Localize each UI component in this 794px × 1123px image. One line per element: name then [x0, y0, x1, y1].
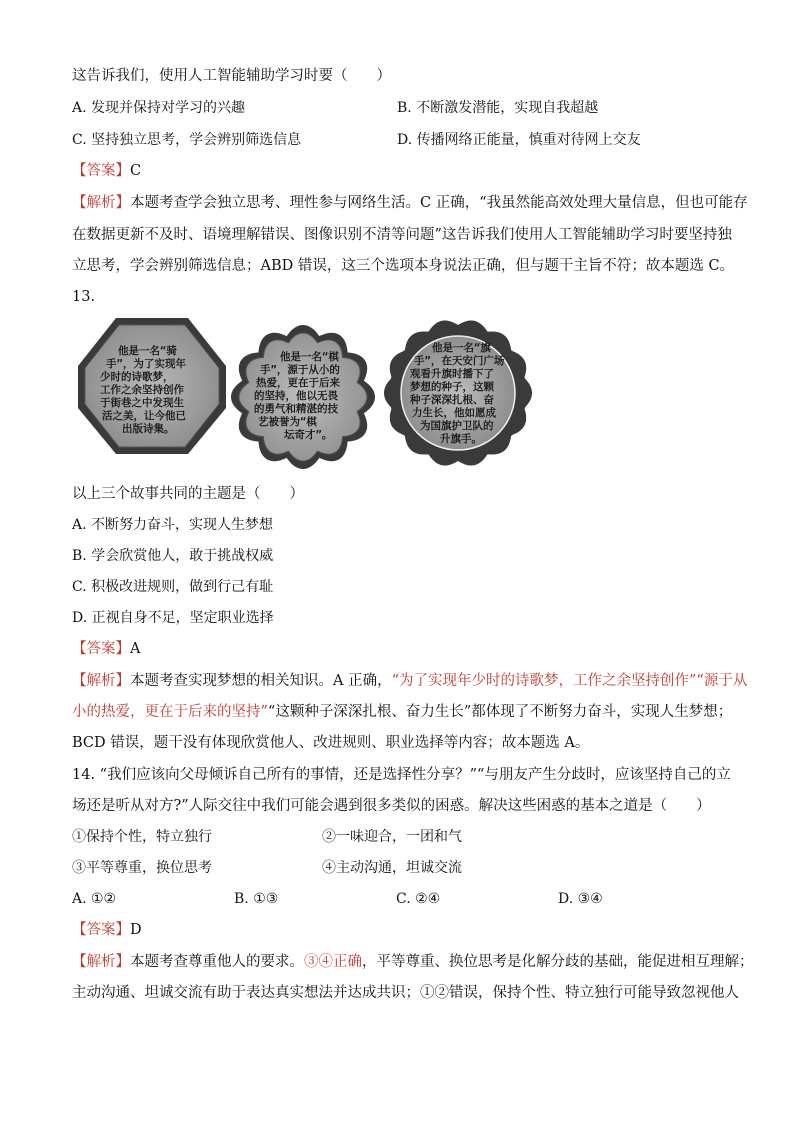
- q13-option-b: B. 学会欣赏他人，敢于挑战权威: [72, 548, 274, 564]
- answer-value: D: [130, 922, 142, 938]
- answer-tag: 【答案】: [72, 641, 130, 657]
- badge-2-line: 他是一名“棋: [280, 351, 339, 363]
- badge-3-line: 为国旗护卫队的: [420, 420, 494, 432]
- analysis-highlight: ③④正确: [304, 954, 362, 970]
- analysis-tag: 【解析】: [72, 195, 130, 211]
- q12-stem: 这告诉我们，使用人工智能辅助学习时要（ ）: [72, 68, 391, 84]
- badge-3-line: 观看升旗时播下了: [410, 368, 494, 380]
- chess-story-badge: [228, 324, 378, 470]
- analysis-text: 本题考查学会独立思考、理性参与网络生活。C 正确，“我虽然能高效处理大量信息，但也可能存: [130, 195, 748, 211]
- q13-analysis-line-1: [72, 671, 747, 691]
- badge-2-line: 坛奇才”。: [284, 429, 333, 441]
- badge-1-line: 出版诗集。: [122, 423, 175, 435]
- q14-choice-a: A. ①②: [72, 891, 117, 907]
- q12-option-b: B. 不断激发潜能，实现自我超越: [397, 100, 599, 116]
- badge-2-line: 热爱，更在于后来: [256, 377, 340, 389]
- q14-stem-line-1: 14. “我们应该向父母倾诉自己所有的事情，还是选择性分享？”“与朋友产生分歧时，应该坚持自己的立: [72, 767, 731, 783]
- q14-analysis-line-2: 主动沟通、坦诚交流有助于表达真实想法并达成共识；①②错误，保持个性、特立独行可能导致忽视他人: [72, 985, 739, 1001]
- flag-story-badge: [382, 318, 534, 468]
- badge-3-line: 梦想的种子，这颗: [410, 381, 494, 393]
- badge-3-line: 手”，在天安门广场: [414, 355, 505, 367]
- badge-2-line: 艺被誉为“棋: [258, 416, 317, 428]
- analysis-tag: 【解析】: [72, 954, 130, 970]
- q13-analysis-line-3: BCD 错误，题干没有体现欣赏他人、改进规则、职业选择等内容；故本题选 A。: [72, 735, 590, 751]
- answer-tag: 【答案】: [72, 922, 130, 938]
- q13-option-c: C. 积极改进规则，做到行己有耻: [72, 579, 274, 595]
- badge-3-line: 种子深深扎根、奋: [410, 394, 494, 406]
- q12-answer: [72, 161, 141, 181]
- badge-2-line: 手”，源于从小的: [260, 364, 340, 376]
- badge-3-line: 他是一名“旗: [432, 342, 491, 354]
- q14-choice-d: D. ③④: [558, 891, 603, 907]
- q12-analysis-line-3: 立思考，学会辨别筛选信息；ABD 错误，这三个选项本身说法正确，但与题干主旨不符；故本题选 C。: [72, 258, 735, 274]
- badge-1-line: 工作之余坚持创作: [100, 384, 184, 396]
- badge-2-line: 的勇气和精湛的技: [254, 403, 338, 415]
- analysis-quote: 小的热爱，更在于后来的坚持”: [72, 704, 268, 720]
- analysis-text: ，平等尊重、换位思考是化解分歧的基础，能促进相互理解；: [362, 954, 754, 970]
- q13-option-a: A. 不断努力奋斗，实现人生梦想: [72, 517, 274, 533]
- badge-1-line: 他是一名“骑: [118, 345, 177, 357]
- q13-stem: 以上三个故事共同的主题是（ ）: [72, 486, 304, 502]
- q13-analysis-line-2: [72, 702, 732, 722]
- badge-2-line: 的坚持，他以无畏: [254, 390, 338, 402]
- q14-answer: [72, 920, 142, 940]
- analysis-tag: 【解析】: [72, 673, 130, 689]
- q14-item-1: ①保持个性，特立独行: [72, 829, 212, 845]
- q12-analysis-line-1: [72, 193, 748, 213]
- badge-1-line: 少时的诗歌梦，: [100, 371, 174, 383]
- answer-value: C: [130, 163, 142, 179]
- analysis-text: “这颗种子深深扎根、奋力生长”都体现了不断努力奋斗，实现人生梦想；: [267, 704, 733, 720]
- rider-story-badge: [76, 316, 228, 456]
- badge-1-text: [100, 344, 186, 435]
- q14-choice-c: C. ②④: [396, 891, 441, 907]
- q14-item-2: ②一味迎合，一团和气: [322, 829, 462, 845]
- q14-analysis-line-1: [72, 952, 754, 972]
- q12-option-d: D. 传播网络正能量，慎重对待网上交友: [397, 132, 641, 148]
- badge-1-line: 手”，为了实现年: [106, 358, 186, 370]
- q14-item-3: ③平等尊重，换位思考: [72, 860, 212, 876]
- analysis-quote: “为了实现年少时的诗歌梦，工作之余坚持创作”“源于从: [391, 673, 748, 689]
- q13-number: 13.: [72, 289, 96, 305]
- q14-stem-line-2: 场还是听从对方?”人际交往中我们可能会遇到很多类似的困惑。解决这些困惑的基本之道是（ ）: [72, 798, 711, 814]
- q13-answer: [72, 639, 140, 659]
- badge-3-line: 力生长，他如愿成: [412, 407, 496, 419]
- badge-1-line: 于街巷之中发现生: [100, 397, 184, 409]
- answer-value: A: [130, 641, 141, 657]
- q12-option-a: A. 发现并保持对学习的兴趣: [72, 100, 246, 116]
- q14-choice-b: B. ①③: [234, 891, 279, 907]
- q12-analysis-line-2: 在数据更新不及时、语境理解错误、图像识别不清等问题”这告诉我们使用人工智能辅助学习时要坚持独: [72, 227, 732, 243]
- q12-option-c: C. 坚持独立思考，学会辨别筛选信息: [72, 132, 302, 148]
- q13-option-d: D. 正视自身不足，坚定职业选择: [72, 610, 274, 626]
- badge-3-line: 升旗手。: [440, 433, 482, 445]
- analysis-text: 本题考查实现梦想的相关知识。A 正确，: [130, 673, 392, 689]
- analysis-text: 本题考查尊重他人的要求。: [130, 954, 304, 970]
- badge-1-line: 活之美，让今他已: [102, 410, 186, 422]
- q14-item-4: ④主动沟通，坦诚交流: [322, 860, 462, 876]
- answer-tag: 【答案】: [72, 163, 130, 179]
